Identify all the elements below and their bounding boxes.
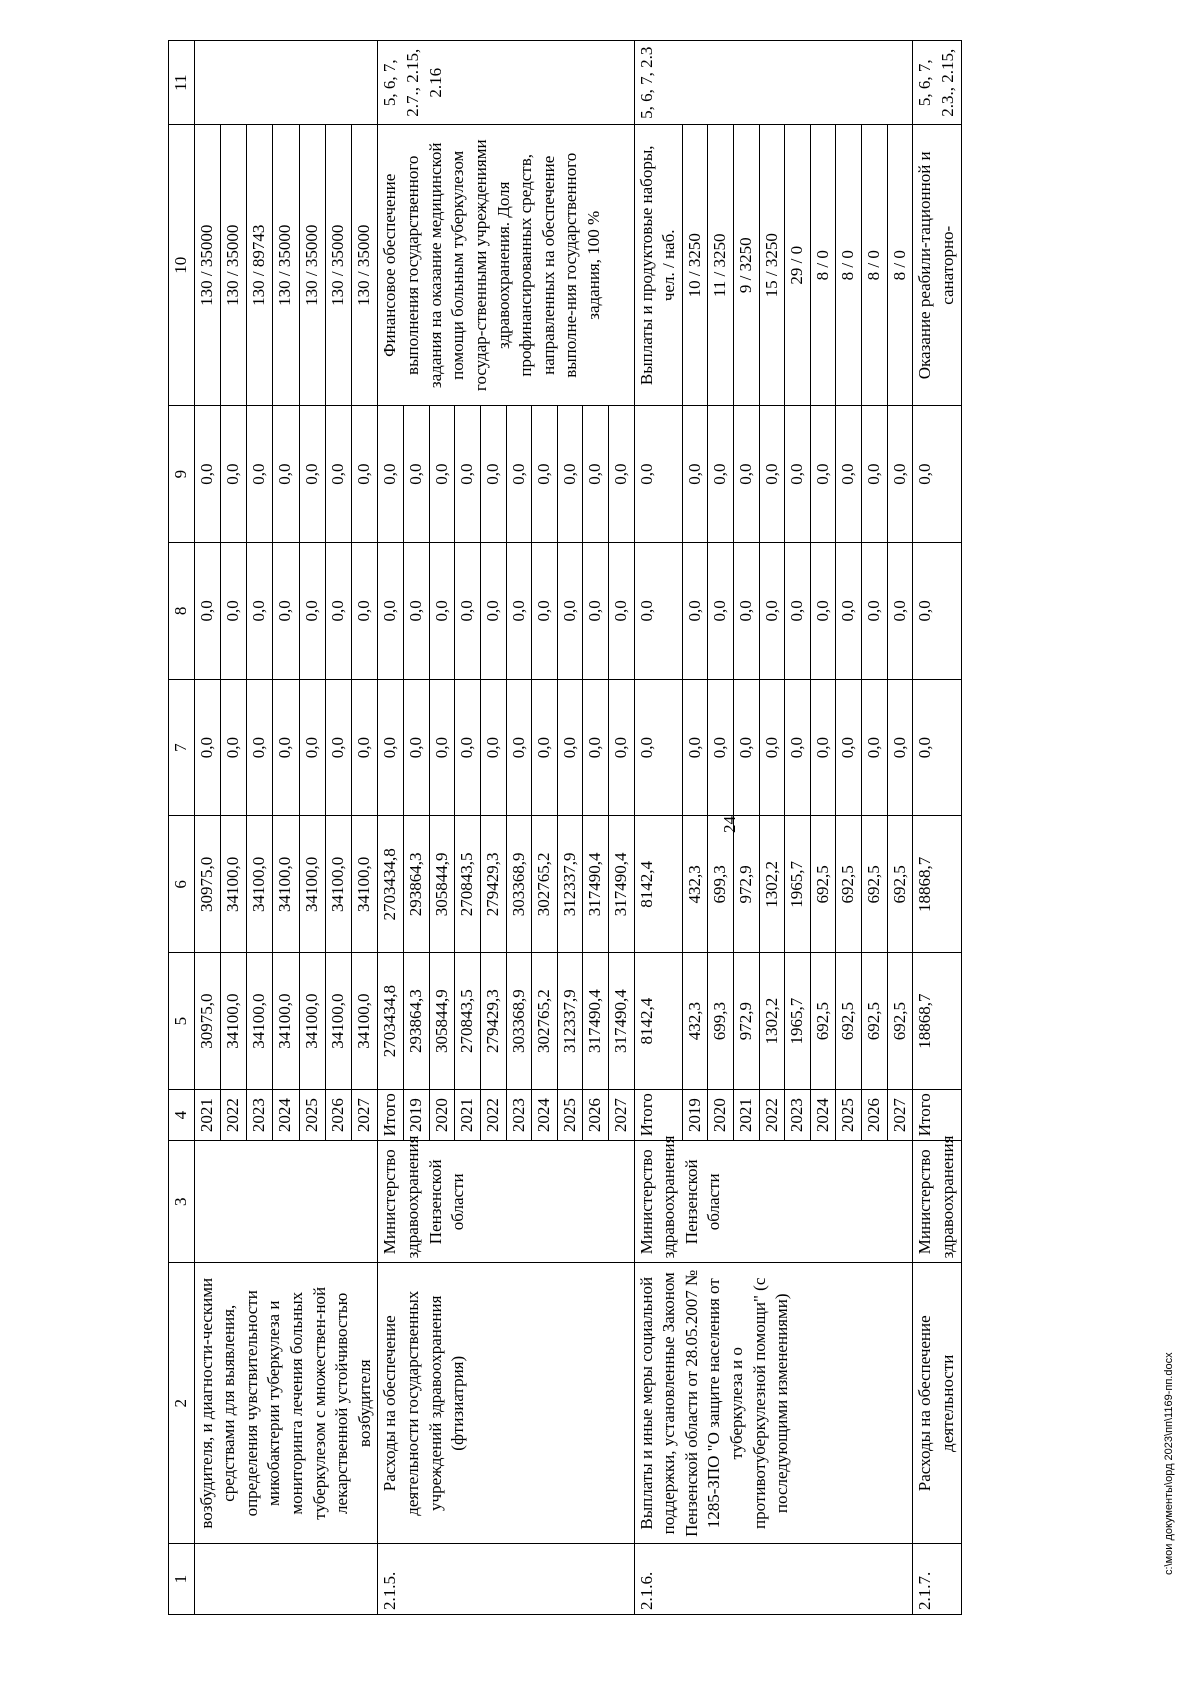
year-cell: 2026 bbox=[583, 1089, 609, 1140]
value-cell: 0,0 bbox=[836, 679, 862, 816]
year-cell: 2027 bbox=[352, 1089, 378, 1140]
file-path-footer: c:\мои документы\орд 2023\пп\1169-пп.docx bbox=[1163, 1352, 1175, 1575]
value-cell: 0,0 bbox=[506, 679, 532, 816]
value-cell: 0,0 bbox=[404, 679, 430, 816]
points-cell: 5, 6, 7, 2.3 bbox=[634, 41, 913, 125]
value-cell: 692,5 bbox=[810, 953, 836, 1090]
year-cell: Итого bbox=[634, 1089, 682, 1140]
value-cell: 34100,0 bbox=[247, 816, 273, 953]
result-indicator-cell: 9 / 3250 bbox=[734, 125, 760, 406]
year-cell: 2025 bbox=[836, 1089, 862, 1140]
value-cell: 0,0 bbox=[480, 679, 506, 816]
value-cell: 0,0 bbox=[480, 406, 506, 543]
value-cell: 1965,7 bbox=[785, 953, 811, 1090]
value-cell: 293864,3 bbox=[404, 953, 430, 1090]
table-body bbox=[169, 41, 962, 1615]
value-cell: 0,0 bbox=[404, 542, 430, 679]
value-cell: 1302,2 bbox=[759, 953, 785, 1090]
executor-cell: Министерство здравоохранения Пензенской области bbox=[378, 1141, 634, 1263]
value-cell: 0,0 bbox=[862, 542, 888, 679]
value-cell: 0,0 bbox=[194, 406, 220, 543]
table-row bbox=[913, 41, 961, 1615]
value-cell: 34100,0 bbox=[247, 953, 273, 1090]
value-cell: 0,0 bbox=[785, 679, 811, 816]
value-cell: 130 / 35000 bbox=[352, 125, 378, 406]
value-cell: 0,0 bbox=[608, 542, 634, 679]
value-cell: 303368,9 bbox=[506, 953, 532, 1090]
value-cell: 130 / 35000 bbox=[325, 125, 351, 406]
value-cell: 0,0 bbox=[557, 679, 583, 816]
result-indicator-cell: 8 / 0 bbox=[887, 125, 913, 406]
value-cell: 0,0 bbox=[194, 542, 220, 679]
value-cell: 2703434,8 bbox=[378, 953, 404, 1090]
value-cell: 34100,0 bbox=[299, 953, 325, 1090]
value-cell: 1965,7 bbox=[785, 816, 811, 953]
result-indicator-cell: 10 / 3250 bbox=[682, 125, 708, 406]
result-indicator-cell: Оказание реабили-тационной и санаторно- bbox=[913, 125, 961, 406]
points-cell bbox=[194, 41, 378, 125]
value-cell: 0,0 bbox=[734, 679, 760, 816]
value-cell: 0,0 bbox=[352, 679, 378, 816]
value-cell: 972,9 bbox=[734, 816, 760, 953]
value-cell: 0,0 bbox=[378, 542, 404, 679]
year-cell: 2023 bbox=[506, 1089, 532, 1140]
value-cell: 0,0 bbox=[634, 406, 682, 543]
value-cell: 0,0 bbox=[429, 406, 455, 543]
header-row bbox=[169, 41, 195, 1615]
value-cell: 0,0 bbox=[634, 679, 682, 816]
year-cell: 2021 bbox=[194, 1089, 220, 1140]
year-cell: 2023 bbox=[785, 1089, 811, 1140]
column-header: 7 bbox=[169, 679, 195, 816]
value-cell: 0,0 bbox=[247, 542, 273, 679]
value-cell: 0,0 bbox=[455, 679, 481, 816]
value-cell: 0,0 bbox=[810, 406, 836, 543]
value-cell: 0,0 bbox=[708, 406, 734, 543]
value-cell: 0,0 bbox=[273, 542, 299, 679]
item-number-cell: 2.1.5. bbox=[378, 1544, 634, 1615]
value-cell: 0,0 bbox=[352, 542, 378, 679]
value-cell: 0,0 bbox=[220, 542, 246, 679]
activity-name-cell: Расходы на обеспечение деятельности bbox=[913, 1263, 961, 1544]
result-indicator-cell: Выплаты и продуктовые наборы, чел. / наб. bbox=[634, 125, 682, 406]
value-cell: 0,0 bbox=[299, 406, 325, 543]
value-cell: 130 / 35000 bbox=[194, 125, 220, 406]
value-cell: 30975,0 bbox=[194, 953, 220, 1090]
value-cell: 18868,7 bbox=[913, 953, 961, 1090]
value-cell: 0,0 bbox=[759, 542, 785, 679]
executor-cell: Министерство здравоохранения bbox=[913, 1141, 961, 1263]
value-cell: 0,0 bbox=[532, 679, 558, 816]
result-indicator-cell: 8 / 0 bbox=[836, 125, 862, 406]
value-cell: 0,0 bbox=[352, 406, 378, 543]
value-cell: 692,5 bbox=[836, 816, 862, 953]
value-cell: 0,0 bbox=[429, 542, 455, 679]
value-cell: 305844,9 bbox=[429, 953, 455, 1090]
value-cell: 0,0 bbox=[220, 679, 246, 816]
value-cell: 0,0 bbox=[608, 406, 634, 543]
value-cell: 0,0 bbox=[836, 542, 862, 679]
value-cell: 34100,0 bbox=[273, 816, 299, 953]
value-cell: 432,3 bbox=[682, 953, 708, 1090]
year-cell: 2027 bbox=[608, 1089, 634, 1140]
program-activities-table bbox=[168, 40, 962, 1615]
table-row bbox=[634, 41, 682, 1615]
value-cell: 130 / 35000 bbox=[299, 125, 325, 406]
year-cell: 2019 bbox=[404, 1089, 430, 1140]
year-cell: 2021 bbox=[455, 1089, 481, 1140]
value-cell: 0,0 bbox=[273, 406, 299, 543]
value-cell: 1302,2 bbox=[759, 816, 785, 953]
value-cell: 0,0 bbox=[325, 542, 351, 679]
value-cell: 0,0 bbox=[325, 406, 351, 543]
result-indicator-cell: 29 / 0 bbox=[785, 125, 811, 406]
rotated-table-container bbox=[168, 40, 1168, 1615]
value-cell: 279429,3 bbox=[480, 953, 506, 1090]
value-cell: 18868,7 bbox=[913, 816, 961, 953]
value-cell: 34100,0 bbox=[325, 816, 351, 953]
value-cell: 8142,4 bbox=[634, 953, 682, 1090]
value-cell: 692,5 bbox=[862, 953, 888, 1090]
value-cell: 0,0 bbox=[583, 406, 609, 543]
result-indicator-cell: 15 / 3250 bbox=[759, 125, 785, 406]
value-cell: 302765,2 bbox=[532, 953, 558, 1090]
value-cell: 972,9 bbox=[734, 953, 760, 1090]
value-cell: 699,3 bbox=[708, 816, 734, 953]
value-cell: 0,0 bbox=[634, 542, 682, 679]
value-cell: 0,0 bbox=[887, 679, 913, 816]
value-cell: 699,3 bbox=[708, 953, 734, 1090]
value-cell: 692,5 bbox=[836, 953, 862, 1090]
value-cell: 270843,5 bbox=[455, 953, 481, 1090]
year-cell: 2026 bbox=[325, 1089, 351, 1140]
activity-name-cell: Расходы на обеспечение деятельности государственных учреждений здравоохранения (фтизиатрия) bbox=[378, 1263, 634, 1544]
value-cell: 0,0 bbox=[913, 542, 961, 679]
column-header: 1 bbox=[169, 1544, 195, 1615]
value-cell: 0,0 bbox=[708, 542, 734, 679]
value-cell: 0,0 bbox=[759, 406, 785, 543]
value-cell: 0,0 bbox=[836, 406, 862, 543]
value-cell: 270843,5 bbox=[455, 816, 481, 953]
value-cell: 0,0 bbox=[682, 406, 708, 543]
value-cell: 0,0 bbox=[455, 406, 481, 543]
value-cell: 317490,4 bbox=[583, 816, 609, 953]
value-cell: 692,5 bbox=[887, 816, 913, 953]
year-cell: 2020 bbox=[429, 1089, 455, 1140]
value-cell: 34100,0 bbox=[220, 953, 246, 1090]
value-cell: 0,0 bbox=[299, 679, 325, 816]
value-cell: 34100,0 bbox=[352, 816, 378, 953]
value-cell: 130 / 35000 bbox=[220, 125, 246, 406]
executor-cell: Министерство здравоохранения Пензенской области bbox=[634, 1141, 913, 1263]
column-header: 3 bbox=[169, 1141, 195, 1263]
year-cell: 2022 bbox=[759, 1089, 785, 1140]
result-indicator-cell: 8 / 0 bbox=[862, 125, 888, 406]
year-cell: 2025 bbox=[299, 1089, 325, 1140]
item-number-cell: 2.1.7. bbox=[913, 1544, 961, 1615]
table-row bbox=[194, 41, 220, 1615]
value-cell: 0,0 bbox=[506, 542, 532, 679]
value-cell: 432,3 bbox=[682, 816, 708, 953]
value-cell: 0,0 bbox=[682, 542, 708, 679]
value-cell: 0,0 bbox=[429, 679, 455, 816]
value-cell: 0,0 bbox=[194, 679, 220, 816]
value-cell: 312337,9 bbox=[557, 953, 583, 1090]
value-cell: 0,0 bbox=[913, 406, 961, 543]
value-cell: 0,0 bbox=[682, 679, 708, 816]
value-cell: 0,0 bbox=[455, 542, 481, 679]
page-number: 24 bbox=[720, 816, 739, 833]
value-cell: 0,0 bbox=[887, 542, 913, 679]
year-cell: Итого bbox=[378, 1089, 404, 1140]
value-cell: 130 / 89743 bbox=[247, 125, 273, 406]
value-cell: 0,0 bbox=[532, 542, 558, 679]
value-cell: 0,0 bbox=[220, 406, 246, 543]
column-header: 11 bbox=[169, 41, 195, 125]
item-number-cell: 2.1.6. bbox=[634, 1544, 913, 1615]
item-number-cell bbox=[194, 1544, 378, 1615]
value-cell: 0,0 bbox=[785, 406, 811, 543]
year-cell: 2025 bbox=[557, 1089, 583, 1140]
result-indicator-cell: 11 / 3250 bbox=[708, 125, 734, 406]
value-cell: 317490,4 bbox=[608, 953, 634, 1090]
value-cell: 34100,0 bbox=[352, 953, 378, 1090]
year-cell: 2020 bbox=[708, 1089, 734, 1140]
value-cell: 317490,4 bbox=[608, 816, 634, 953]
value-cell: 0,0 bbox=[557, 542, 583, 679]
year-cell: 2021 bbox=[734, 1089, 760, 1140]
value-cell: 0,0 bbox=[887, 406, 913, 543]
value-cell: 2703434,8 bbox=[378, 816, 404, 953]
executor-cell bbox=[194, 1141, 378, 1263]
value-cell: 34100,0 bbox=[220, 816, 246, 953]
value-cell: 34100,0 bbox=[273, 953, 299, 1090]
value-cell: 302765,2 bbox=[532, 816, 558, 953]
year-cell: Итого bbox=[913, 1089, 961, 1140]
year-cell: 2027 bbox=[887, 1089, 913, 1140]
points-cell: 5, 6, 7, 2.7., 2.15, 2.16 bbox=[378, 41, 634, 125]
value-cell: 0,0 bbox=[862, 679, 888, 816]
year-cell: 2026 bbox=[862, 1089, 888, 1140]
year-cell: 2024 bbox=[273, 1089, 299, 1140]
value-cell: 0,0 bbox=[299, 542, 325, 679]
value-cell: 0,0 bbox=[734, 542, 760, 679]
value-cell: 692,5 bbox=[887, 953, 913, 1090]
value-cell: 0,0 bbox=[325, 679, 351, 816]
year-cell: 2024 bbox=[532, 1089, 558, 1140]
value-cell: 34100,0 bbox=[325, 953, 351, 1090]
year-cell: 2019 bbox=[682, 1089, 708, 1140]
value-cell: 0,0 bbox=[583, 679, 609, 816]
year-cell: 2022 bbox=[480, 1089, 506, 1140]
value-cell: 0,0 bbox=[480, 542, 506, 679]
column-header: 5 bbox=[169, 953, 195, 1090]
value-cell: 0,0 bbox=[759, 679, 785, 816]
value-cell: 303368,9 bbox=[506, 816, 532, 953]
value-cell: 30975,0 bbox=[194, 816, 220, 953]
column-header: 4 bbox=[169, 1089, 195, 1140]
column-header: 6 bbox=[169, 816, 195, 953]
year-cell: 2023 bbox=[247, 1089, 273, 1140]
value-cell: 0,0 bbox=[557, 406, 583, 543]
value-cell: 0,0 bbox=[810, 679, 836, 816]
value-cell: 0,0 bbox=[708, 679, 734, 816]
value-cell: 0,0 bbox=[506, 406, 532, 543]
value-cell: 0,0 bbox=[608, 679, 634, 816]
value-cell: 130 / 35000 bbox=[273, 125, 299, 406]
value-cell: 692,5 bbox=[810, 816, 836, 953]
year-cell: 2024 bbox=[810, 1089, 836, 1140]
column-header: 8 bbox=[169, 542, 195, 679]
value-cell: 0,0 bbox=[532, 406, 558, 543]
value-cell: 0,0 bbox=[734, 406, 760, 543]
value-cell: 317490,4 bbox=[583, 953, 609, 1090]
value-cell: 8142,4 bbox=[634, 816, 682, 953]
value-cell: 0,0 bbox=[862, 406, 888, 543]
value-cell: 0,0 bbox=[273, 679, 299, 816]
value-cell: 0,0 bbox=[583, 542, 609, 679]
value-cell: 293864,3 bbox=[404, 816, 430, 953]
value-cell: 305844,9 bbox=[429, 816, 455, 953]
result-indicator-cell: Финансовое обеспечение выполнения государственного задания на оказание медицинской помощи больным туберкулезом государ-ственными учреждениями здравоохранения. Доля профинансированных средств, направленных на обеспечение выполне-ния государственного задания, 100 % bbox=[378, 125, 634, 406]
value-cell: 692,5 bbox=[862, 816, 888, 953]
value-cell: 0,0 bbox=[785, 542, 811, 679]
value-cell: 0,0 bbox=[247, 679, 273, 816]
result-indicator-cell: 8 / 0 bbox=[810, 125, 836, 406]
value-cell: 0,0 bbox=[810, 542, 836, 679]
value-cell: 0,0 bbox=[378, 679, 404, 816]
column-header: 10 bbox=[169, 125, 195, 406]
value-cell: 0,0 bbox=[913, 679, 961, 816]
value-cell: 0,0 bbox=[247, 406, 273, 543]
year-cell: 2022 bbox=[220, 1089, 246, 1140]
value-cell: 0,0 bbox=[404, 406, 430, 543]
activity-name-cell: возбудителя, и диагности-ческими средствами для выявления, определения чувствительности микобактерии туберкулеза и мониторинга лечения больных туберкулезом с множествен-ной лекарственной устойчивостью возбудителя bbox=[194, 1263, 378, 1544]
column-header: 2 bbox=[169, 1263, 195, 1544]
value-cell: 34100,0 bbox=[299, 816, 325, 953]
points-cell: 5, 6, 7, 2.3., 2.15, bbox=[913, 41, 961, 125]
table-row bbox=[378, 41, 404, 1615]
value-cell: 0,0 bbox=[378, 406, 404, 543]
value-cell: 312337,9 bbox=[557, 816, 583, 953]
activity-name-cell: Выплаты и иные меры социальной поддержки, установленные Законом Пензенской области от 28.05.2007 № 1285-ЗПО "О защите населения от туберкулеза и о противотуберкулезной помощи" (с последующими изменениями) bbox=[634, 1263, 913, 1544]
value-cell: 279429,3 bbox=[480, 816, 506, 953]
column-header: 9 bbox=[169, 406, 195, 543]
